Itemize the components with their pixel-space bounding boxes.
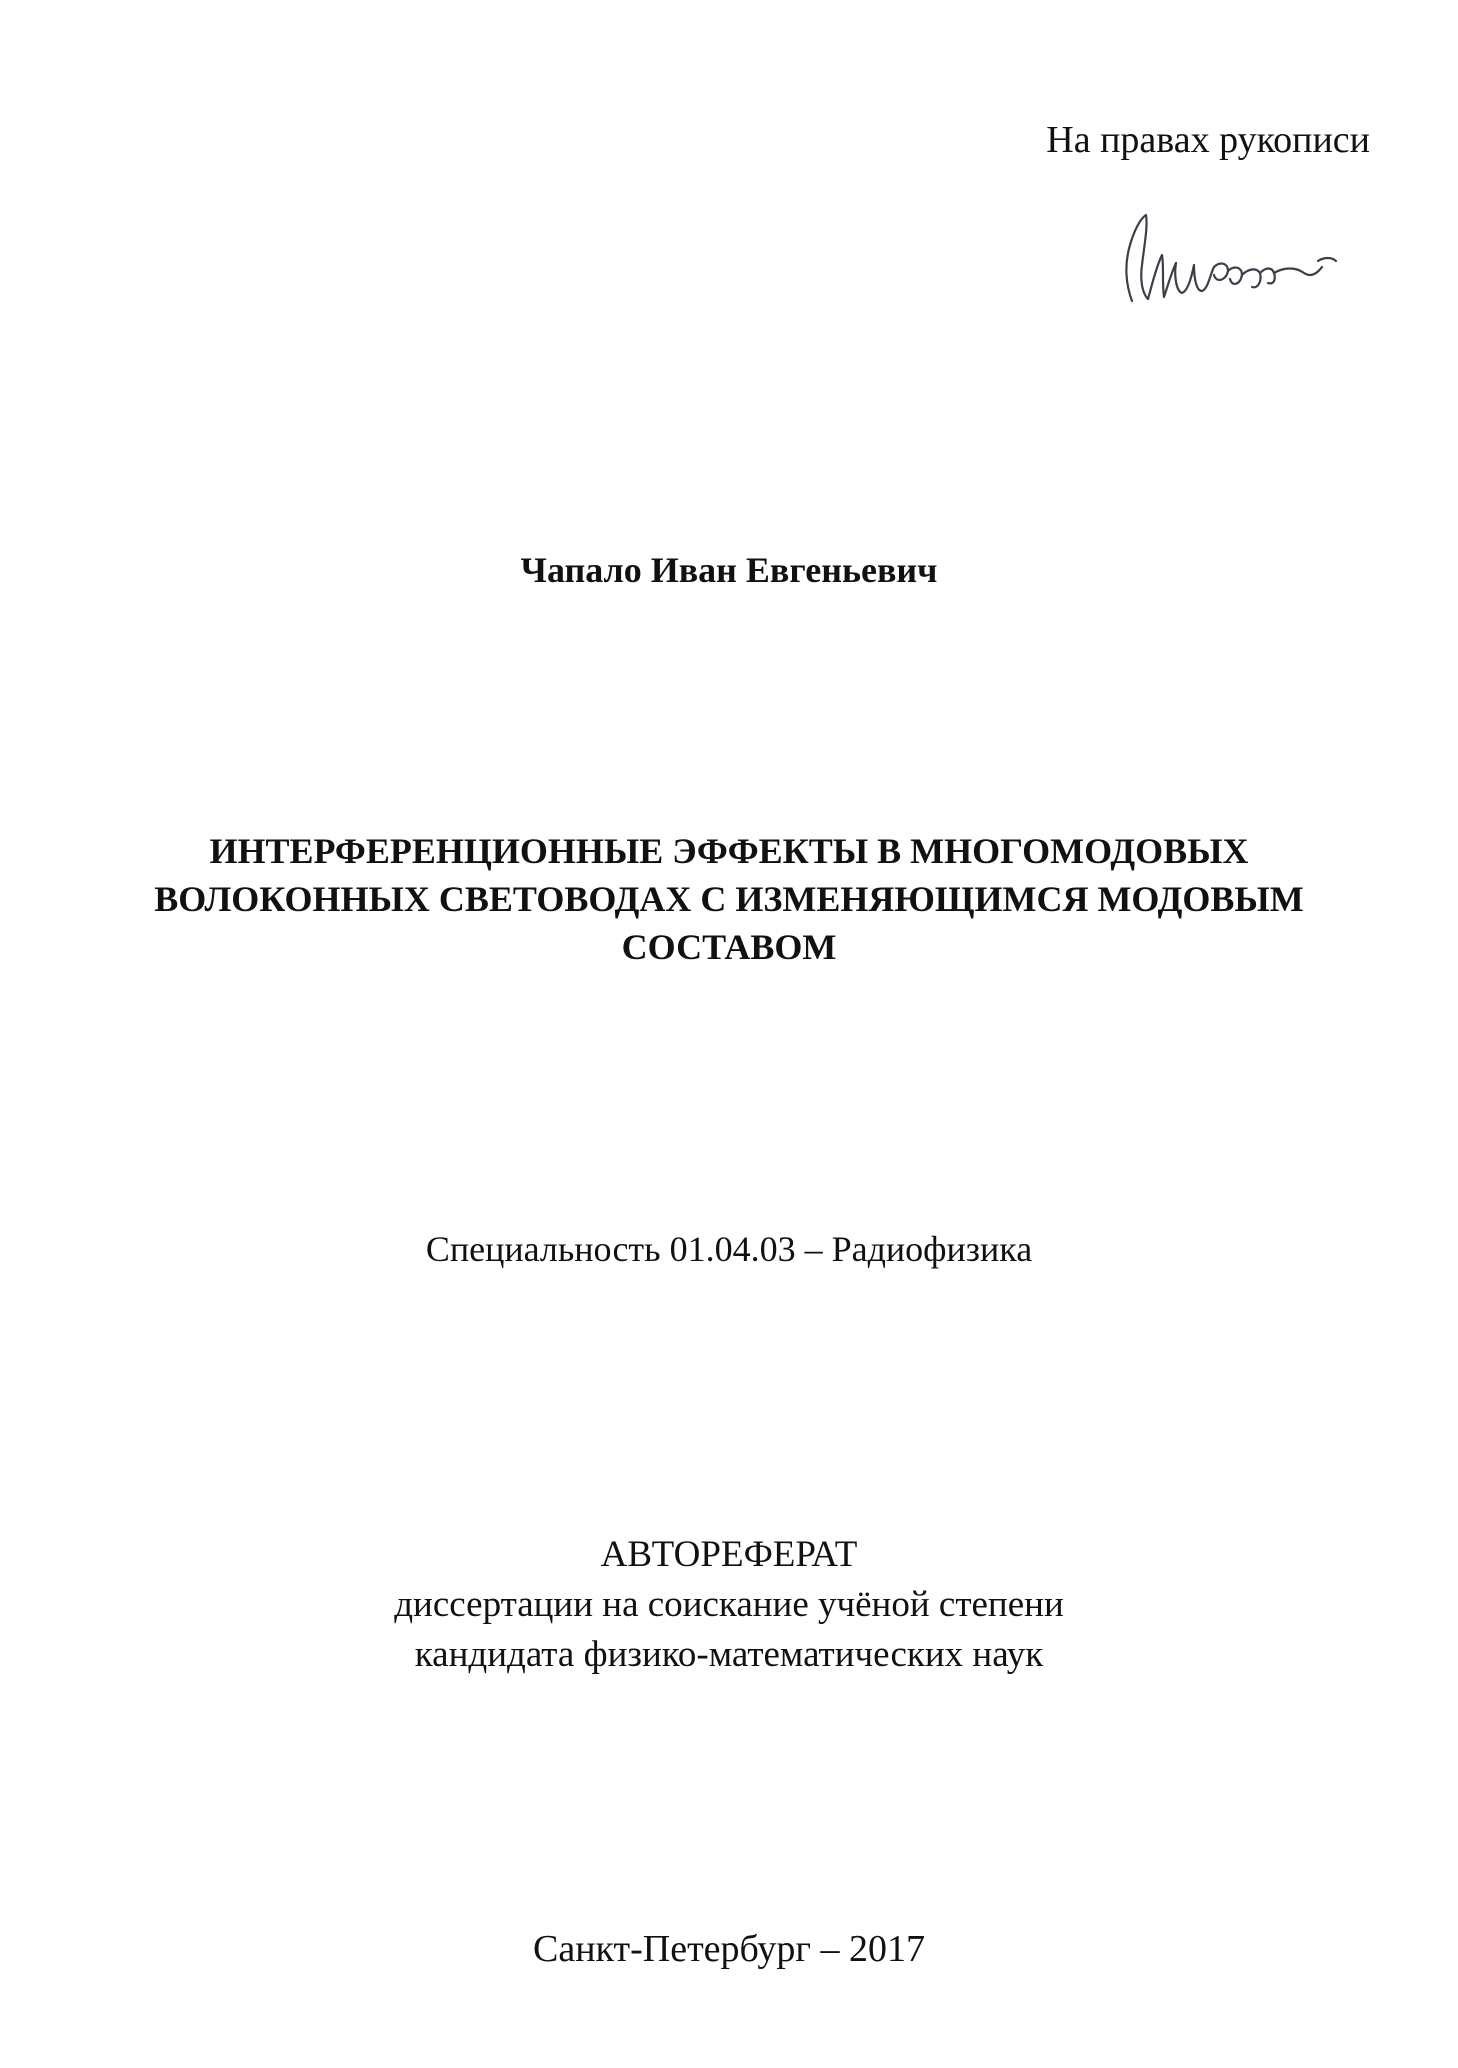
title-line: СОСТАВОМ [621,927,837,967]
abstract-heading-block [0,1530,1458,1680]
city-year: Санкт-Петербург – 2017 [532,1928,926,1970]
rights-notice: На правах рукописи [1046,119,1370,161]
title-line: ВОЛОКОННЫХ СВЕТОВОДАХ С ИЗМЕНЯЮЩИМСЯ МОДОВЫМ [154,879,1304,919]
dissertation-title [90,827,1368,971]
specialty: Специальность 01.04.03 – Радиофизика [425,1229,1033,1269]
abstract-subtitle: диссертации на соискание учёной степени [394,1584,1064,1625]
abstract-subtitle: кандидата физико-математических наук [414,1634,1044,1675]
abstract-heading: АВТОРЕФЕРАТ [600,1534,858,1575]
title-line: ИНТЕРФЕРЕНЦИОННЫЕ ЭФФЕКТЫ В МНОГОМОДОВЫХ [209,831,1249,871]
author-name: Чапало Иван Евгеньевич [520,550,938,590]
author-signature [1118,205,1358,325]
